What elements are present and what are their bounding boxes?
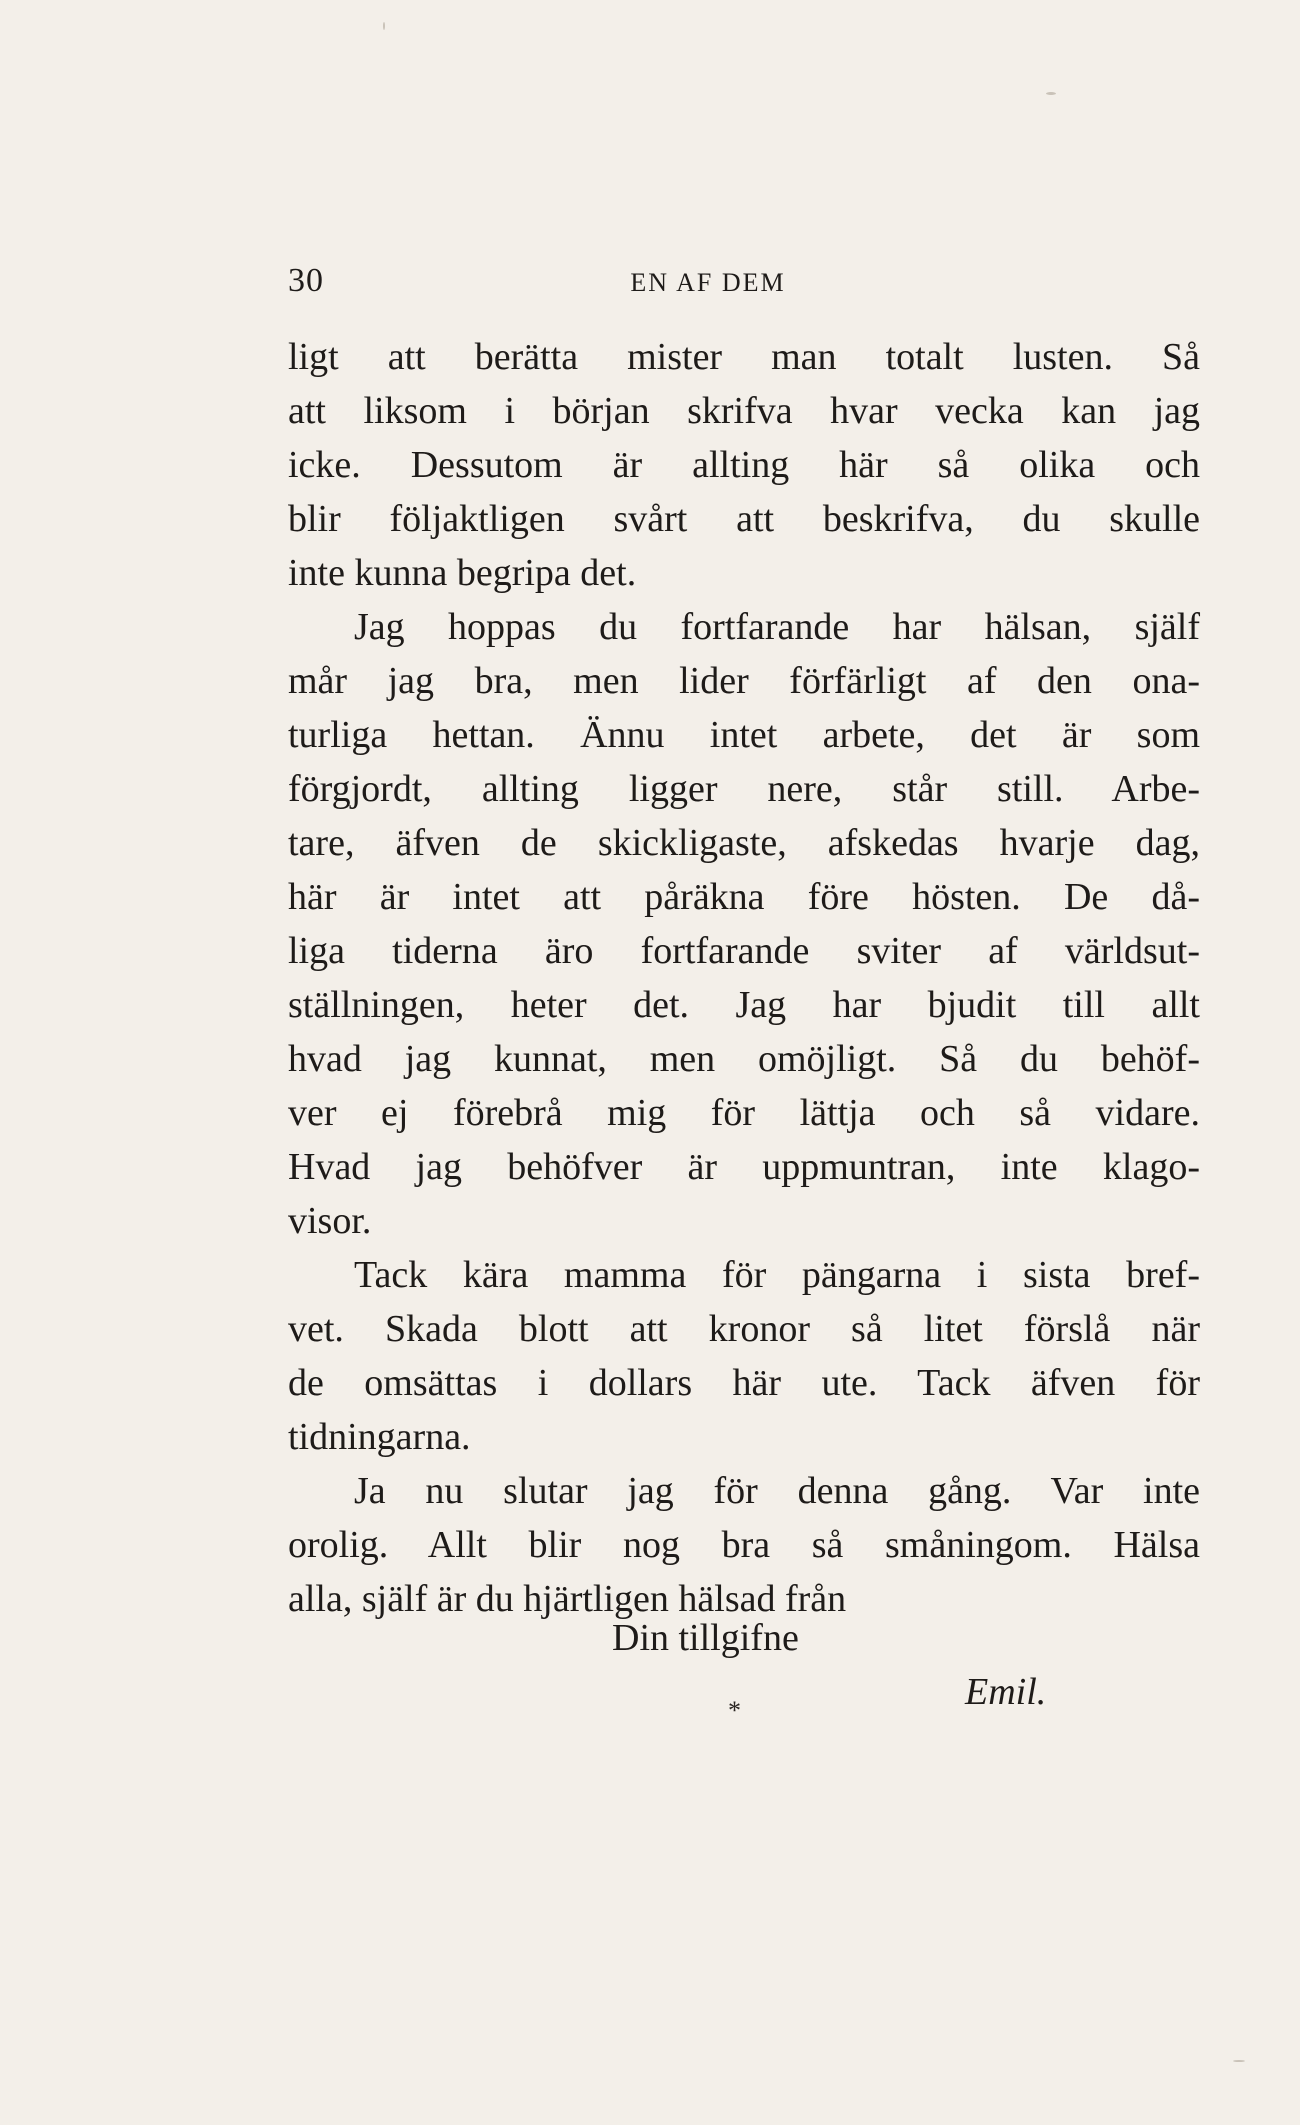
text-line: här är intet att påräkna före hösten. De då- [288,876,1200,918]
ornament-mark: * [728,1696,741,1725]
text-line: Jag hoppas du fortfarande har hälsan, själf [354,606,1200,648]
text-line: Ja nu slutar jag för denna gång. Var inte [354,1470,1200,1512]
text-line: orolig. Allt blir nog bra så småningom. Hälsa [288,1524,1200,1566]
text-line: Hvad jag behöfver är uppmuntran, inte klago- [288,1146,1200,1188]
running-head: EN AF DEM [630,268,786,297]
text-line: blir följaktligen svårt att beskrifva, du skulle [288,498,1200,540]
body-text [288,330,1200,1626]
signature: Emil. [965,1671,1047,1713]
text-line: ställningen, heter det. Jag har bjudit till allt [288,984,1200,1026]
text-line: ver ej förebrå mig för lättja och så vidare. [288,1092,1200,1134]
paper-speck [1046,92,1056,95]
text-line: alla, själf är du hjärtligen hälsad från [288,1578,847,1620]
page-header [288,262,1208,302]
text-line: icke. Dessutom är allting här så olika och [288,444,1200,486]
text-line: de omsättas i dollars här ute. Tack äfven för [288,1362,1200,1404]
text-line: liga tiderna äro fortfarande sviter af världsut- [288,930,1200,972]
text-line: att liksom i början skrifva hvar vecka kan jag [288,390,1200,432]
closing-salutation: Din tillgifne [612,1617,799,1659]
text-line: tare, äfven de skickligaste, afskedas hvarje dag, [288,822,1200,864]
paper-speck [1233,2060,1245,2062]
paper-speck [383,22,385,30]
text-line: visor. [288,1200,372,1242]
text-line: turliga hettan. Ännu intet arbete, det är som [288,714,1200,756]
text-line: inte kunna begripa det. [288,552,637,594]
text-line: Tack kära mamma för pängarna i sista bref- [354,1254,1200,1296]
page-number: 30 [288,262,324,299]
text-line: ligt att berätta mister man totalt lusten. Så [288,336,1200,378]
text-line: vet. Skada blott att kronor så litet förslå när [288,1308,1200,1350]
text-line: mår jag bra, men lider förfärligt af den ona- [288,660,1200,702]
text-line: tidningarna. [288,1416,471,1458]
text-line: hvad jag kunnat, men omöjligt. Så du behöf- [288,1038,1200,1080]
text-line: förgjordt, allting ligger nere, står still. Arbe- [288,768,1200,810]
